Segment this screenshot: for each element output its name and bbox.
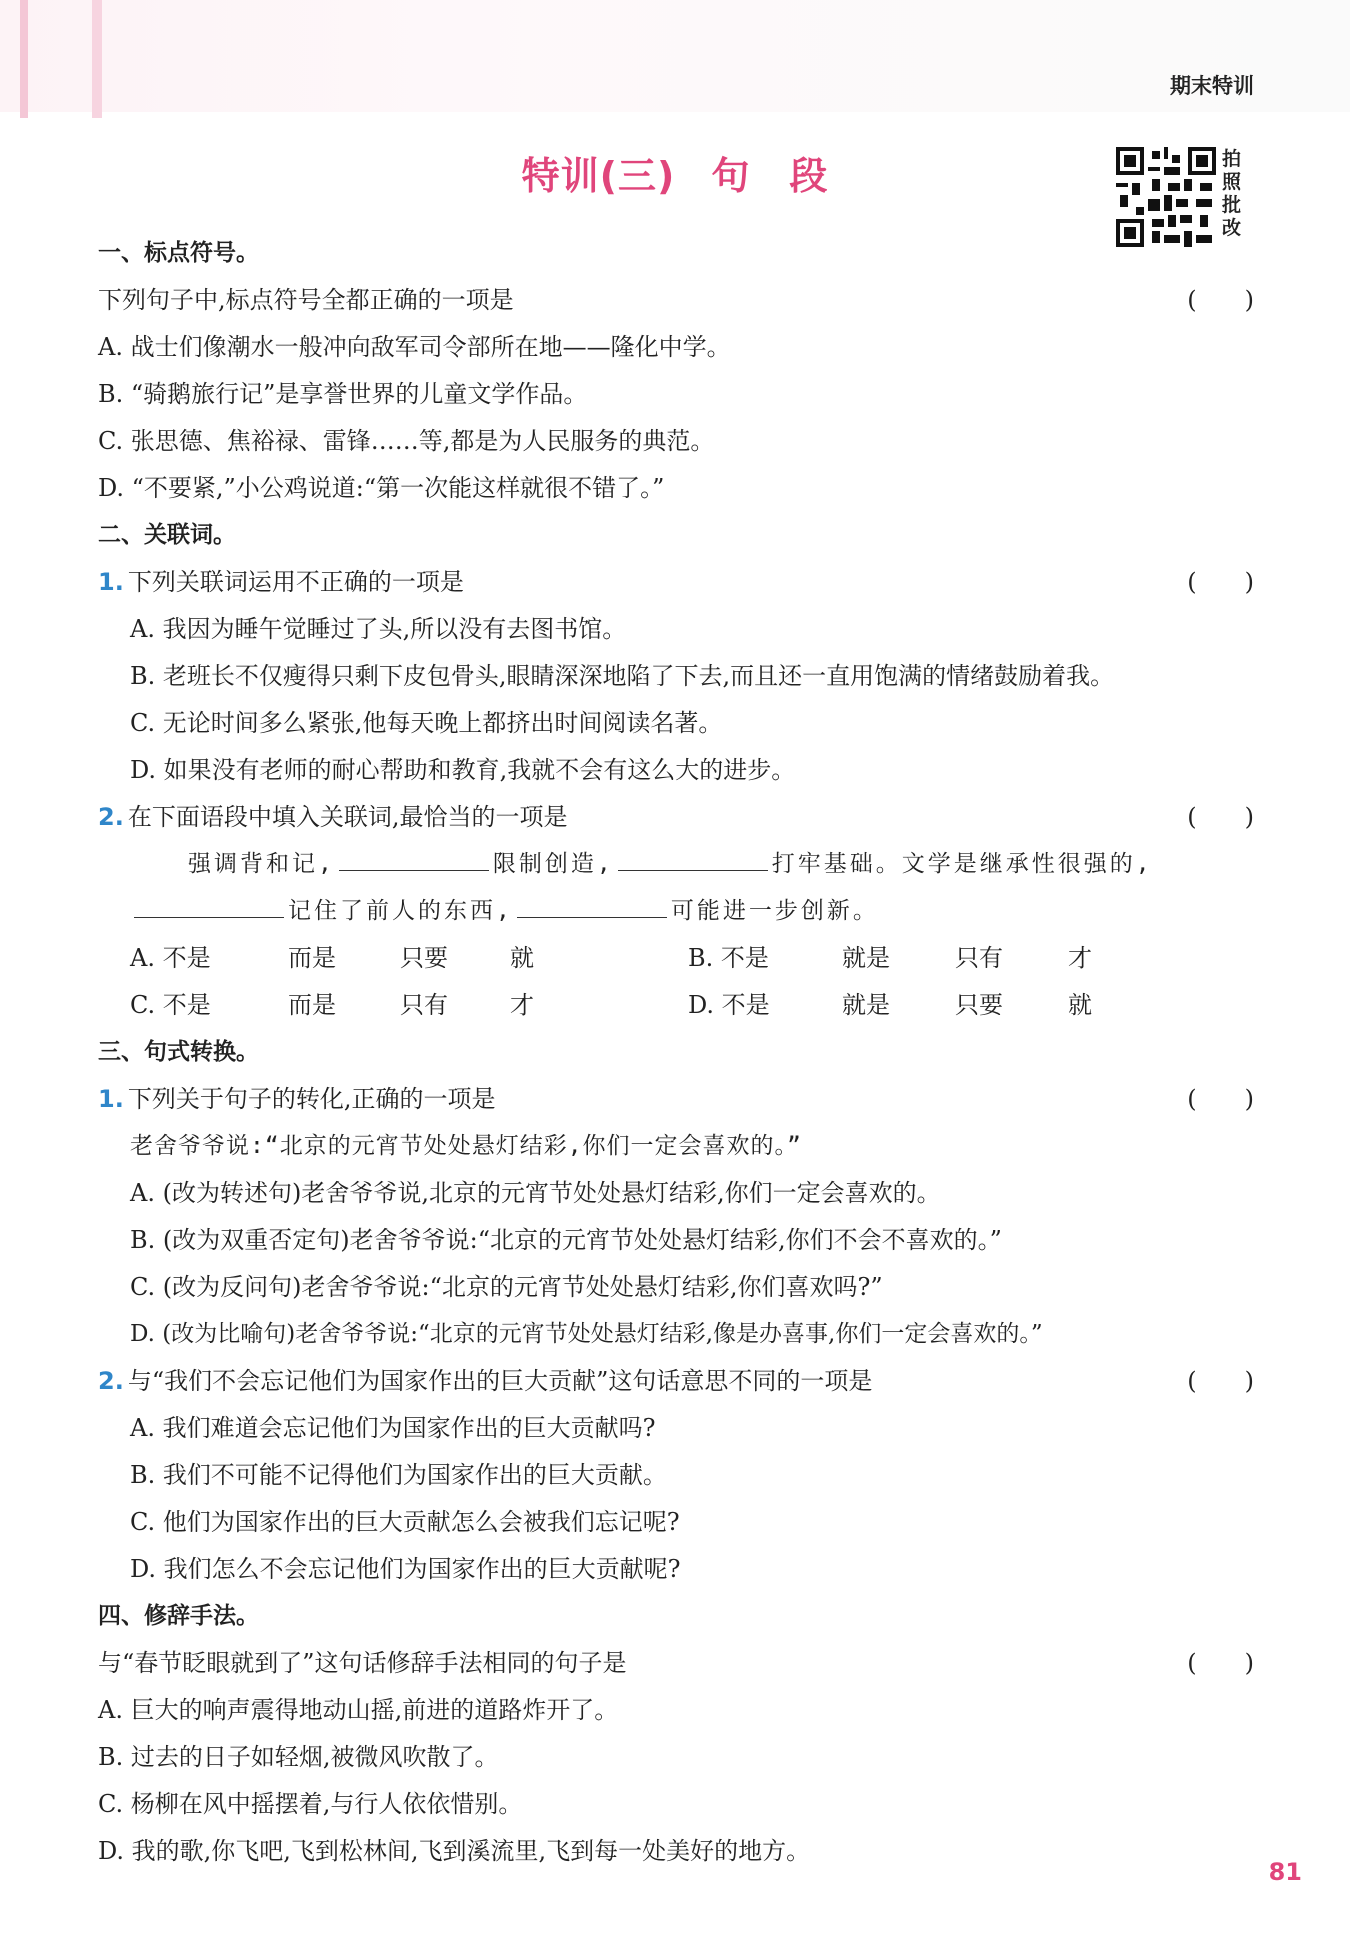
option-line: D. 如果没有老师的耐心帮助和教育,我就不会有这么大的进步。: [130, 756, 796, 784]
passage-text: 打牢基础。文学是继承性很强的,: [771, 851, 1153, 877]
section-heading: 三、句式转换。: [98, 1039, 259, 1065]
option-word: 而是: [288, 944, 336, 972]
option-word: 只要: [955, 991, 1003, 1019]
option-line: B. “骑鹅旅行记”是享誉世界的儿童文学作品。: [98, 380, 588, 408]
passage-text: 记住了前人的东西,: [288, 898, 513, 924]
fill-blank[interactable]: [134, 897, 284, 918]
option-line: C. 无论时间多么紧张,他每天晚上都挤出时间阅读名著。: [130, 709, 723, 737]
option-word: 只有: [400, 991, 448, 1019]
answer-paren[interactable]: ( ): [1187, 286, 1254, 314]
question-line: [98, 567, 1254, 597]
option-word: 只有: [955, 944, 1003, 972]
page-number: 81: [1268, 1858, 1302, 1886]
answer-paren[interactable]: ( ): [1187, 1085, 1254, 1113]
answer-paren[interactable]: ( ): [1187, 1367, 1254, 1395]
option-line: B. 过去的日子如轻烟,被微风吹散了。: [98, 1743, 499, 1771]
qr-code-icon[interactable]: [1116, 147, 1216, 247]
passage-text: 强调背和记,: [188, 851, 335, 877]
answer-paren[interactable]: ( ): [1187, 803, 1254, 831]
question-text: 下列关联词运用不正确的一项是: [127, 568, 464, 596]
question-text: 下列句子中,标点符号全都正确的一项是: [98, 286, 514, 314]
passage-text: 限制创造,: [492, 851, 614, 877]
section-heading: 四、修辞手法。: [98, 1603, 259, 1629]
header-band: [0, 0, 1350, 112]
passage-text: 可能进一步创新。: [670, 898, 879, 924]
option-word: 就: [510, 944, 534, 972]
header-stripe: [20, 0, 28, 118]
header-tag: 期末特训: [1170, 74, 1254, 98]
option-word: 才: [510, 991, 534, 1019]
option-line: A. 巨大的响声震得地动山摇,前进的道路炸开了。: [98, 1696, 619, 1724]
question-text: 下列关于句子的转化,正确的一项是: [127, 1085, 496, 1113]
passage-line: [188, 849, 1254, 879]
option-line: B. 我们不可能不记得他们为国家作出的巨大贡献。: [130, 1461, 667, 1489]
option-word: A. 不是: [130, 944, 211, 972]
question-line: [98, 1366, 1254, 1396]
option-line: A. 我因为睡午觉睡过了头,所以没有去图书馆。: [130, 615, 627, 643]
question-number: 1.: [98, 568, 124, 596]
fill-blank[interactable]: [339, 850, 489, 871]
option-word: 才: [1068, 944, 1092, 972]
section-heading: 二、关联词。: [98, 522, 236, 548]
fill-blank[interactable]: [517, 897, 667, 918]
question-text: 与“我们不会忘记他们为国家作出的巨大贡献”这句话意思不同的一项是: [127, 1367, 873, 1395]
option-line: D. (改为比喻句)老舍爷爷说:“北京的元宵节处处悬灯结彩,像是办喜事,你们一定会喜欢的。”: [130, 1321, 1043, 1347]
option-line: A. 我们难道会忘记他们为国家作出的巨大贡献吗?: [130, 1414, 656, 1442]
question-text: 与“春节眨眼就到了”这句话修辞手法相同的句子是: [98, 1649, 627, 1677]
section-heading: 一、标点符号。: [98, 240, 259, 266]
option-line: D. 我的歌,你飞吧,飞到松林间,飞到溪流里,飞到每一处美好的地方。: [98, 1837, 811, 1865]
quote-line: 老舍爷爷说:“北京的元宵节处处悬灯结彩,你们一定会喜欢的。”: [130, 1133, 802, 1159]
header-stripe: [92, 0, 102, 118]
option-line: C. 他们为国家作出的巨大贡献怎么会被我们忘记呢?: [130, 1508, 680, 1536]
question-text: 在下面语段中填入关联词,最恰当的一项是: [127, 803, 568, 831]
title-main: 特训(三): [521, 154, 676, 198]
option-word: 而是: [288, 991, 336, 1019]
answer-paren[interactable]: ( ): [1187, 568, 1254, 596]
option-line: C. 张思德、焦裕禄、雷锋……等,都是为人民服务的典范。: [98, 427, 715, 455]
option-line: D. 我们怎么不会忘记他们为国家作出的巨大贡献呢?: [130, 1555, 681, 1583]
question-number: 2.: [98, 803, 124, 831]
option-line: C. (改为反问句)老舍爷爷说:“北京的元宵节处处悬灯结彩,你们喜欢吗?”: [130, 1273, 883, 1301]
answer-paren[interactable]: ( ): [1187, 1649, 1254, 1677]
question-line: [98, 285, 1254, 315]
option-line: A. (改为转述句)老舍爷爷说,北京的元宵节处处悬灯结彩,你们一定会喜欢的。: [130, 1179, 941, 1207]
question-line: [98, 1648, 1254, 1678]
question-number: 2.: [98, 1367, 124, 1395]
option-word: B. 不是: [688, 944, 769, 972]
option-word: D. 不是: [688, 991, 770, 1019]
question-line: [98, 802, 1254, 832]
option-word: 就是: [842, 991, 890, 1019]
option-word: C. 不是: [130, 991, 211, 1019]
option-line: C. 杨柳在风中摇摆着,与行人依依惜别。: [98, 1790, 523, 1818]
option-word: 只要: [400, 944, 448, 972]
passage-line: [130, 896, 1254, 926]
option-line: B. (改为双重否定句)老舍爷爷说:“北京的元宵节处处悬灯结彩,你们不会不喜欢的。”: [130, 1226, 1002, 1254]
question-number: 1.: [98, 1085, 124, 1113]
option-line: D. “不要紧,”小公鸡说道:“第一次能这样就很不错了。”: [98, 474, 665, 502]
option-line: B. 老班长不仅瘦得只剩下皮包骨头,眼睛深深地陷了下去,而且还一直用饱满的情绪鼓励着我。: [130, 662, 1115, 690]
question-line: [98, 1084, 1254, 1114]
title-sub: 句 段: [711, 154, 829, 198]
option-word: 就是: [842, 944, 890, 972]
fill-blank[interactable]: [618, 850, 768, 871]
option-line: A. 战士们像潮水一般冲向敌军司令部所在地——隆化中学。: [98, 333, 731, 361]
qr-caption: 拍照批改: [1222, 148, 1242, 239]
option-word: 就: [1068, 991, 1092, 1019]
